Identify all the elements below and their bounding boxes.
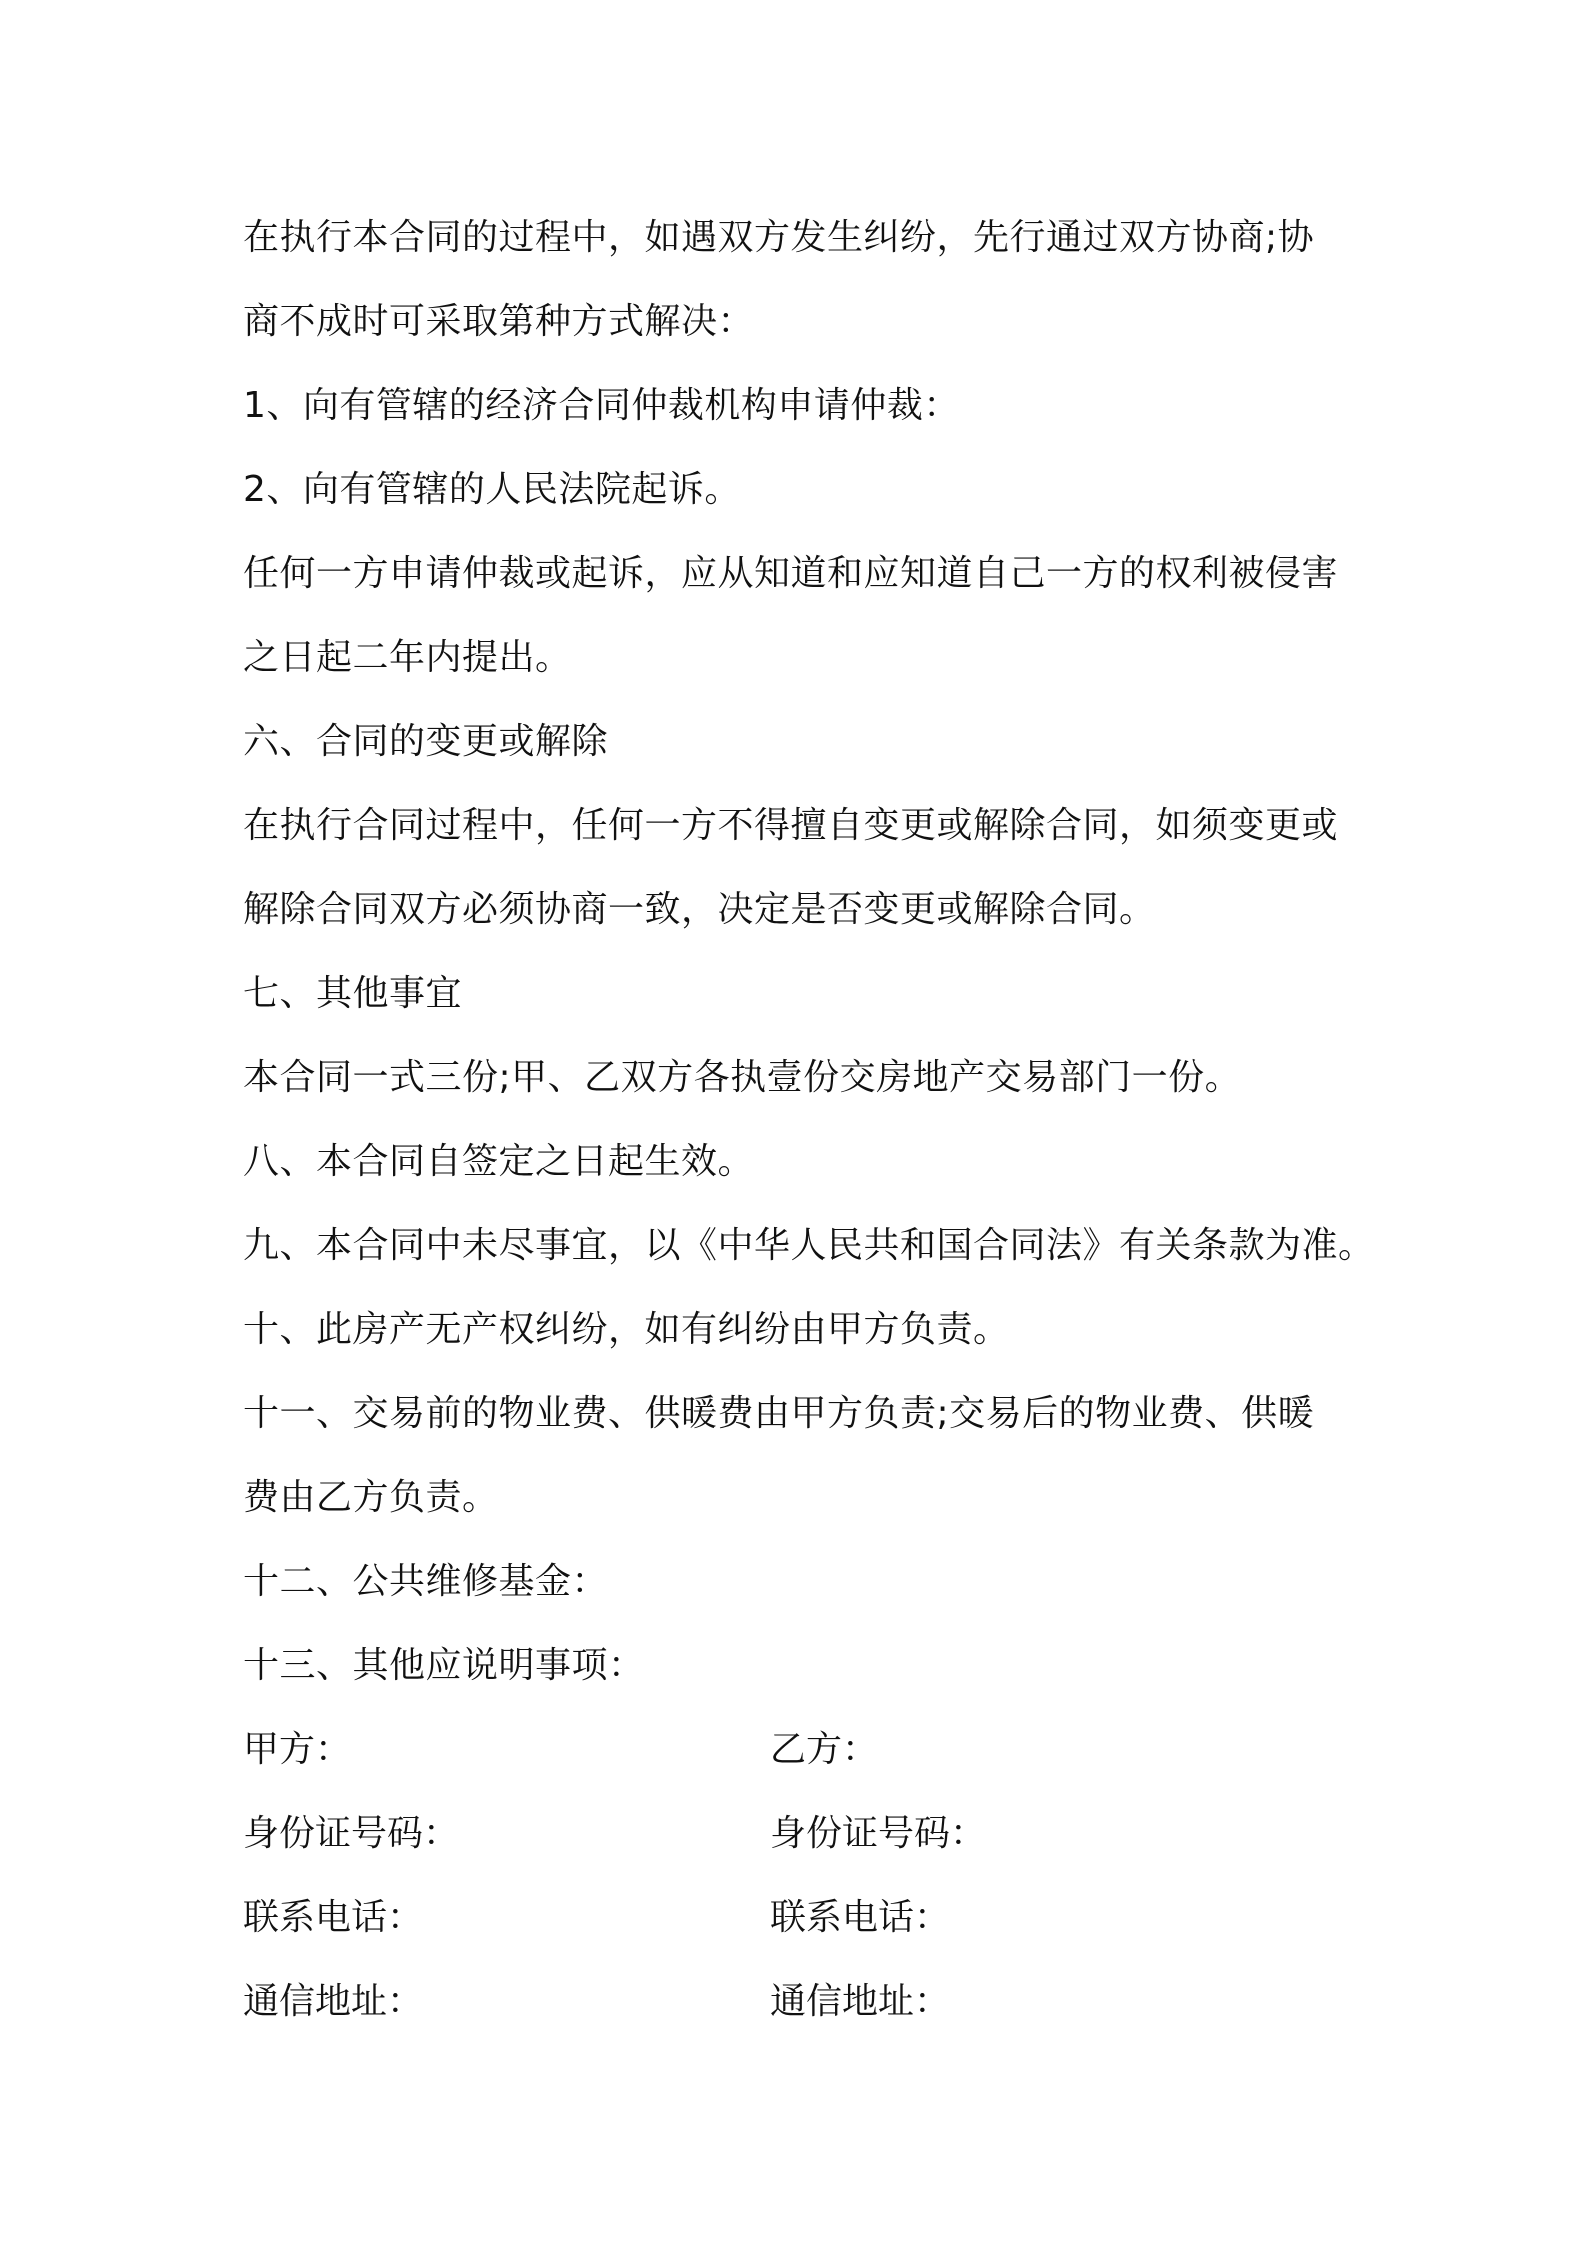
party-a-address-label: 通信地址： <box>243 1981 424 2022</box>
party-a-label: 甲方： <box>243 1729 352 1770</box>
section-heading: 八、本合同自签定之日起生效。 <box>243 1141 755 1182</box>
paragraph-line: 本合同一式三份;甲、乙双方各执壹份交房地产交易部门一份。 <box>243 1057 1242 1098</box>
paragraph-line: 解除合同双方必须协商一致，决定是否变更或解除合同。 <box>243 889 1156 930</box>
signature-row <box>243 1876 1363 1960</box>
paragraph-line: 商不成时可采取第种方式解决： <box>243 301 755 342</box>
party-a-id-label: 身份证号码： <box>243 1813 460 1854</box>
paragraph-line: 1、向有管辖的经济合同仲裁机构申请仲裁： <box>243 385 960 426</box>
paragraph-line: 在执行合同过程中，任何一方不得擅自变更或解除合同，如须变更或 <box>243 805 1339 846</box>
party-b-address-label: 通信地址： <box>770 1981 951 2022</box>
paragraph-line: 在执行本合同的过程中，如遇双方发生纠纷，先行通过双方协商;协 <box>243 217 1315 258</box>
section-heading: 九、本合同中未尽事宜，以《中华人民共和国合同法》有关条款为准。 <box>243 1225 1375 1266</box>
section-heading: 十、此房产无产权纠纷，如有纠纷由甲方负责。 <box>243 1309 1010 1350</box>
document-body <box>243 196 1375 2044</box>
signature-row <box>243 1960 1363 2044</box>
party-b-label: 乙方： <box>770 1729 879 1770</box>
paragraph-line: 之日起二年内提出。 <box>243 637 572 678</box>
section-heading: 七、其他事宜 <box>243 973 463 1014</box>
signature-row <box>243 1708 1363 1792</box>
paragraph-line: 2、向有管辖的人民法院起诉。 <box>243 469 741 510</box>
section-heading: 十三、其他应说明事项： <box>243 1645 645 1686</box>
party-b-id-label: 身份证号码： <box>770 1813 987 1854</box>
paragraph-line: 费由乙方负责。 <box>243 1477 499 1518</box>
party-a-phone-label: 联系电话： <box>243 1897 424 1938</box>
section-heading: 十二、公共维修基金： <box>243 1561 609 1602</box>
section-heading: 六、合同的变更或解除 <box>243 721 609 762</box>
party-b-phone-label: 联系电话： <box>770 1897 951 1938</box>
signature-row <box>243 1792 1363 1876</box>
paragraph-line: 任何一方申请仲裁或起诉，应从知道和应知道自己一方的权利被侵害 <box>243 553 1339 594</box>
signature-block <box>243 1708 1363 2044</box>
section-heading: 十一、交易前的物业费、供暖费由甲方负责;交易后的物业费、供暖 <box>243 1393 1315 1434</box>
